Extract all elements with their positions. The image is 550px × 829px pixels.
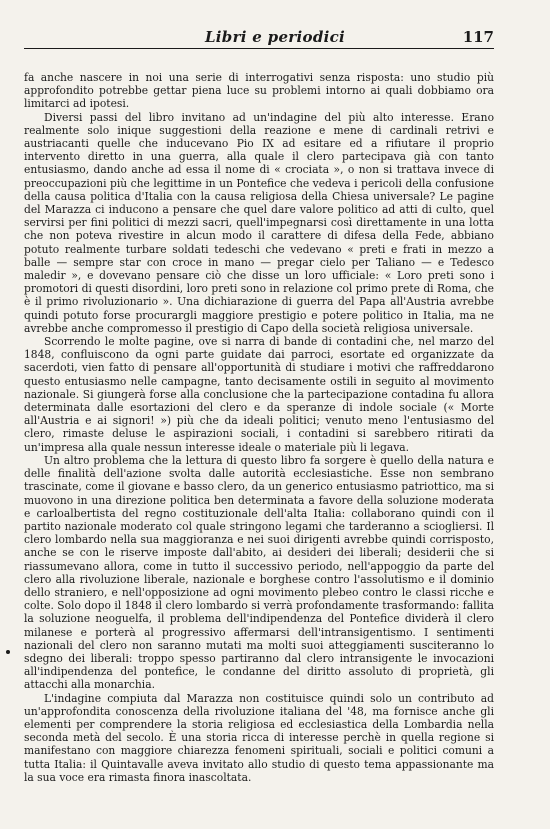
paragraph-1: fa anche nascere in noi una serie di interrogativi senza risposta: uno studio più approfondito potrebbe gettar piena luce su problemi intorno ai quali dobbiamo ora limitarci ad ipotesi. <box>24 71 494 111</box>
paragraph-2: Diversi passi del libro invitano ad un'indagine del più alto interesse. Erano realmente solo inique suggestioni della reazione e mene di cardinali retrivi e austriacanti quelle che inducevano Pio IX ad esitare ed a rifiutare il proprio intervento diretto in una guerra, alla quale il clero partecipava già con tanto entusiasmo, dando anche ad essa il nome di « crociata », o non si trattava invece di preoccupazioni più che legittime in un Pontefice che vedeva i pericoli della confusione della causa politica d'Italia con la causa religiosa della Chiesa universale? Le pagine del Marazza ci inducono a pensare che quel dare valore politico ad atti di culto, quel servirsi per fini politici di mezzi sacri, quell'impegnarsi così direttamente in una lotta che non poteva rivestire in alcun modo il carattere di difesa della Fede, abbiano potuto realmente turbare soldati tedeschi che vedevano « preti e frati in mezzo a balle — sempre star con croce in mano — pregar cielo per Taliano — e Tedesco maledir », e dovevano pensare ciò che disse un loro ufficiale: « Loro preti sono i promotori di questi disordini, loro preti sono in relazione col primo prete di Roma, che è il primo rivoluzionario ». Una dichiarazione di guerra del Papa all'Austria avrebbe quindi potuto forse procurargli maggiore prestigio e potere politico in Italia, ma ne avrebbe anche compromesso il prestigio di Capo della società religiosa universale. <box>24 110 494 335</box>
margin-dot-mark <box>6 650 10 654</box>
article-body <box>24 71 494 821</box>
header-rule <box>24 48 494 49</box>
paragraph-5: L'indagine compiuta dal Marazza non costituisce quindi solo un contributo ad un'approfondita conoscenza della rivoluzione italiana del '48, ma fornisce anche gli elementi per comprendere la storia religiosa ed ecclesiastica della Lombardia nella seconda metà del secolo. È una storia ricca di interesse perchè in quella regione si manifestano con maggiore chiarezza fenomeni spirituali, sociali e politici comuni a tutta Italia: il Quintavalle aveva invitato allo studio di questo tema appassionante ma la sua voce era rimasta finora inascoltata. <box>24 691 494 784</box>
paragraph-3: Scorrendo le molte pagine, ove si narra di bande di contadini che, nel marzo del 1848, confluiscono da ogni parte guidate dai parroci, esortate ed organizzate da sacerdoti, vien fatto di pensare all'opportunità di studiare i motivi che raffreddarono questo entusiasmo nelle campagne, tanto decisamente ostili in seguito al movimento nazionale. Si giungerà forse alla conclusione che la partecipazione contadina fu allora determinata dalle esortazioni del clero e da speranze di indole sociale (« Morte all'Austria e ai signori! ») più che da ideali politici; venuto meno l'entusiasmo del clero, rimaste deluse le aspirazioni sociali, i contadini si sarebbero ritirati da un'impresa alla quale nessun interesse ideale o materiale più li legava. <box>24 335 494 454</box>
paragraph-4: Un altro problema che la lettura di questo libro fa sorgere è quello della natura e delle finalità dell'azione svolta dalle autorità ecclesiastiche. Esse non sembrano trascinate, come il giovane e basso clero, da un generico entusiasmo patriottico, ma si muovono in una direzione politica ben determinata a favore della soluzione moderata e carloalbertista del regno costituzionale dell'alta Italia: collaborano quindi con il partito nazionale moderato col quale stringono legami che tarderanno a sciogliersi. Il clero lombardo nella sua maggioranza e nei suoi dirigenti avrebbe quindi corrisposto, anche se con le riserve imposte dall'abito, ai desideri dei liberali; desiderii che si riassumevano allora, come in tutto il successivo periodo, nell'appoggio da parte del clero alla rivoluzione liberale, nazionale e borghese contro l'assolutismo e il dominio dello straniero, e nell'opposizione ad ogni movimento plebeo contro le classi ricche e colte. Solo dopo il 1848 il clero lombardo si verrà profondamente trasformando: fallita la soluzione neoguelfa, il problema dell'indipendenza del Pontefice dividerà il clero milanese e porterà al progressivo affermarsi dell'intransigentismo. I sentimenti nazionali del clero non saranno mutati ma molti suoi atteggiamenti susciteranno lo sdegno dei liberali: troppo spesso partiranno dal clero intransigente le invocazioni all'indipendenza del pontefice, le condanne del diritto assoluto di proprietà, gli attacchi alla monarchia. <box>24 453 494 692</box>
page-number: 117 <box>462 28 494 46</box>
running-title: Libri e periodici <box>204 28 346 46</box>
